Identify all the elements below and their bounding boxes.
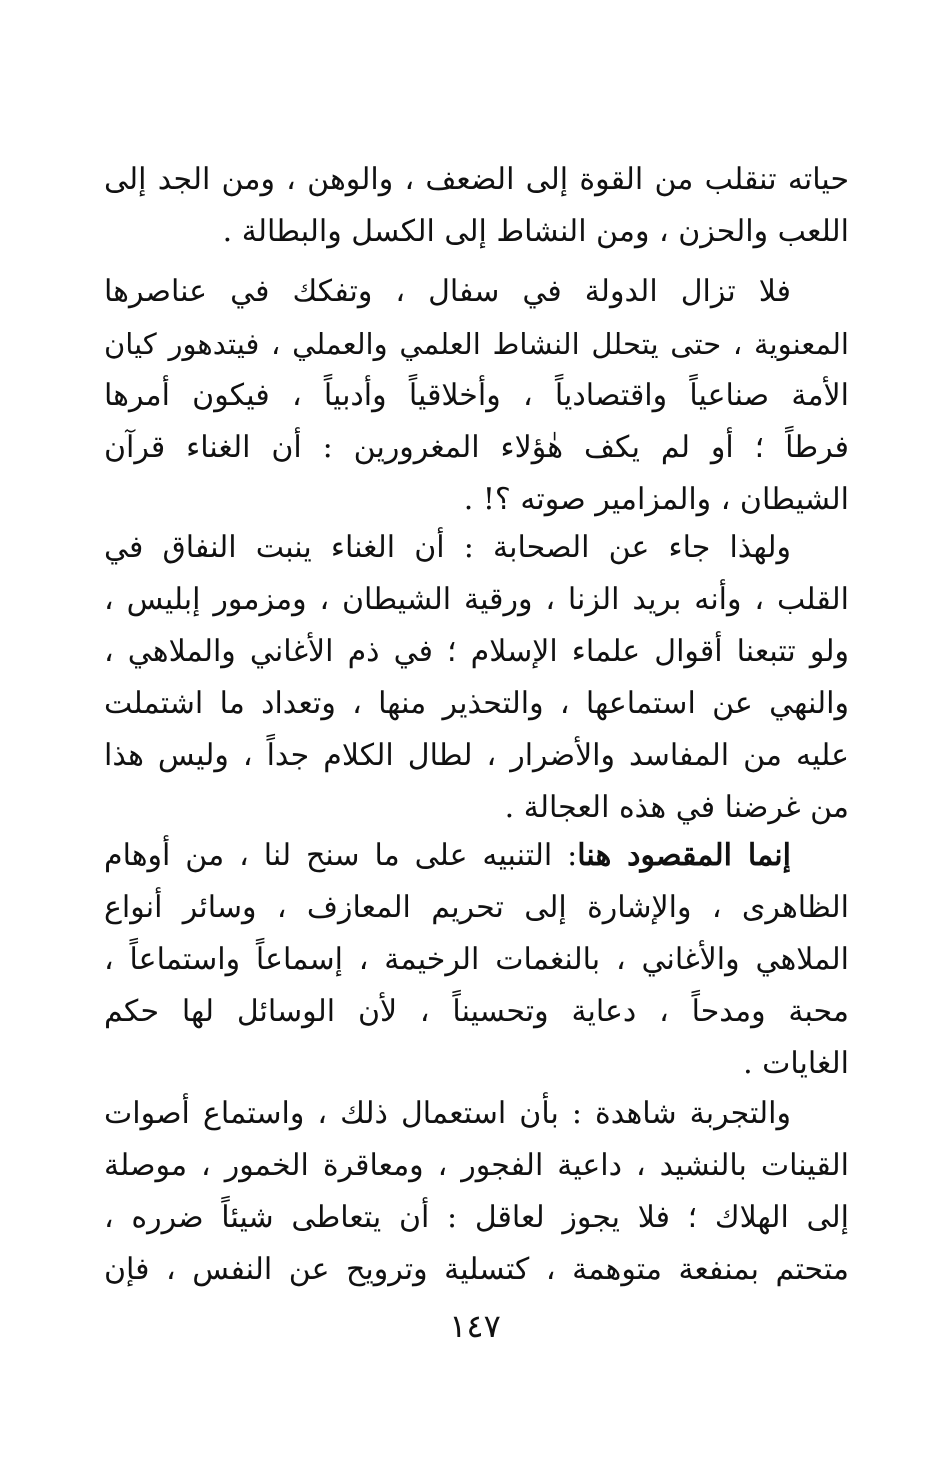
text-line: والنهي عن استماعها ، والتحذير منها ، وتعداد ما اشتملت (104, 686, 849, 721)
text-line: من غرضنا في هذه العجالة . (504, 790, 849, 825)
text-line: الملاهي والأغاني ، بالنغمات الرخيمة ، إسماعاً واستماعاً ، (104, 942, 849, 977)
text-line (104, 830, 849, 882)
text-line: محبة ومدحاً ، دعاية وتحسيناً ، لأن الوسائل لها حكم (104, 994, 849, 1029)
text-line: إلى الهلاك ؛ فلا يجوز لعاقل : أن يتعاطى شيئاً ضرره ، (104, 1200, 849, 1235)
text-line: ولو تتبعنا أقوال علماء الإسلام ؛ في ذم الأغاني والملاهي ، (104, 634, 849, 669)
paragraph-3 (104, 522, 849, 834)
paragraph-4 (104, 830, 849, 1090)
text-line: حياته تنقلب من القوة إلى الضعف ، والوهن ، ومن الجد إلى (104, 162, 849, 197)
text-line: الأمة صناعياً واقتصادياً ، وأخلاقياً وأدبياً ، فيكون أمرها (104, 378, 849, 413)
text-line: عليه من المفاسد والأضرار ، لطال الكلام جداً ، وليس هذا (104, 738, 849, 773)
text-line: ولهذا جاء عن الصحابة : أن الغناء ينبت النفاق في (104, 530, 791, 565)
text-line: متحتم بمنفعة متوهمة ، كتسلية وترويح عن النفس ، فإن (104, 1252, 849, 1287)
text-line: المعنوية ، حتى يتحلل النشاط العلمي والعملي ، فيتدهور كيان (104, 327, 849, 361)
paragraph-1 (104, 154, 849, 258)
bold-lead-phrase: إنما المقصود هنا (577, 838, 791, 873)
paragraph-2 (104, 266, 849, 526)
page-number: ١٤٧ (449, 1307, 501, 1345)
text-line: الغايات . (743, 1046, 849, 1081)
text-line: والتجربة شاهدة : بأن استعمال ذلك ، واستماع أصوات (104, 1096, 791, 1131)
paragraph-5 (104, 1088, 849, 1296)
text-line: فرطاً ؛ أو لم يكف هٰؤلاء المغرورين : أن الغناء قرآن (104, 430, 849, 465)
text-line: القلب ، وأنه بريد الزنا ، ورقية الشيطان ، ومزمور إبليس ، (104, 582, 849, 617)
lead-line-rest: : التنبيه على ما سنح لنا ، من أوهام (104, 838, 578, 873)
text-line: الشيطان ، والمزامير صوته ؟! . (463, 482, 849, 517)
text-line: القينات بالنشيد ، داعية الفجور ، ومعاقرة الخمور ، موصلة (104, 1148, 850, 1183)
text-line: اللعب والحزن ، ومن النشاط إلى الكسل والبطالة . (222, 214, 849, 249)
text-line: فلا تزال الدولة في سفال ، وتفكك في عناصرها (104, 274, 791, 309)
text-line: الظاهرى ، والإشارة إلى تحريم المعازف ، وسائر أنواع (104, 890, 849, 925)
